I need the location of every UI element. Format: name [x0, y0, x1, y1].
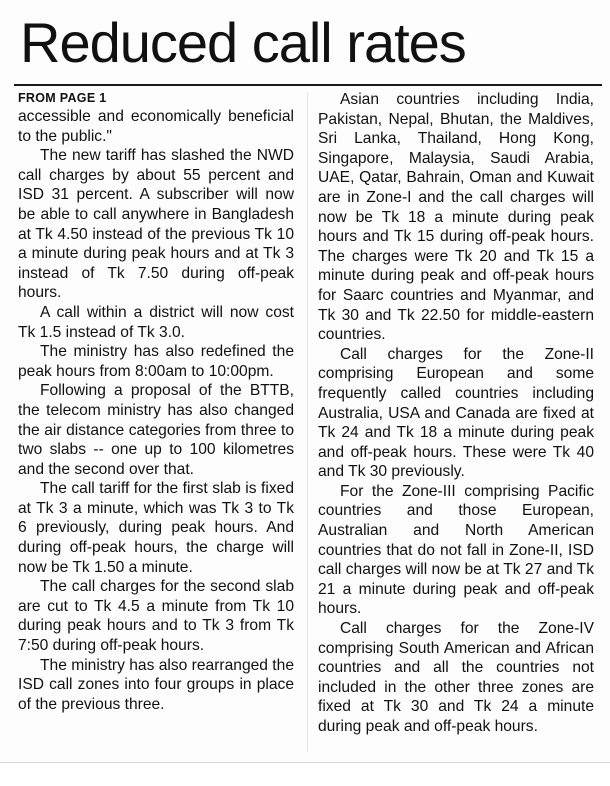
paragraph: The new tariff has slashed the NWD call charges by about 55 percent and ISD 31 percent. A subscriber will now be able to call anywhere in Bangladesh at Tk 4.50 instead of the previous Tk 10 a minute during peak hours and at Tk 3 instead of Tk 7.50 during off-peak hours.: [18, 147, 294, 302]
paragraph: Asian countries including India, Pakistan, Nepal, Bhutan, the Maldives, Sri Lanka, Thailand, Hong Kong, Singapore, Malaysia, Saudi Arabia, UAE, Qatar, Bahrain, Oman and Kuwait are in Zone-I and the call charges will now be Tk 18 a minute during peak hours and Tk 15 during off-peak hours. The charges were Tk 20 and Tk 15 a minute during peak and off-peak hours for Saarc countries and Myanmar, and Tk 30 and Tk 22.50 for middle-eastern countries.: [318, 91, 594, 344]
paragraph: Call charges for the Zone-II comprising European and some frequently called countries including Australia, USA and Canada are fixed at Tk 24 and Tk 18 a minute during peak and off-peak hours. These were Tk 40 and Tk 30 previously.: [318, 345, 594, 481]
paragraph: For the Zone-III comprising Pacific countries and those European, Australian and North American countries that do not fall in Zone-II, ISD call charges will now be at Tk 27 and Tk 21 a minute during peak and off-peak hours.: [318, 482, 594, 618]
paragraph: Following a proposal of the BTTB, the telecom ministry has also changed the air distance categories from three to two slabs -- one up to 100 kilometres and the second over that.: [18, 382, 294, 478]
paragraph: A call within a district will now cost Tk 1.5 instead of Tk 3.0.: [18, 303, 294, 341]
continued-from-label: FROM PAGE 1: [18, 91, 107, 105]
paragraph: The ministry has also rearranged the ISD call zones into four groups in place of the previous three.: [18, 656, 294, 713]
paragraph: Call charges for the Zone-IV comprising South American and African countries and all the countries not included in the other three zones are fixed at Tk 30 and Tk 24 a minute during peak and off-peak hours.: [318, 620, 594, 735]
right-column: [318, 90, 594, 737]
headline-rule: [14, 84, 602, 86]
paragraph: accessible and economically beneficial to the public.": [18, 108, 294, 145]
paragraph: The ministry has also redefined the peak hours from 8:00am to 10:00pm.: [18, 343, 294, 380]
column-divider: [307, 92, 308, 752]
paragraph: The call charges for the second slab are cut to Tk 4.5 a minute from Tk 10 during peak hours and to Tk 3 from Tk 7:50 during off-peak hours.: [18, 578, 294, 655]
left-column: [18, 90, 294, 714]
paragraph: The call tariff for the first slab is fixed at Tk 3 a minute, which was Tk 3 to Tk 6 previously, during peak hours. And during off-peak hours, the charge will now be Tk 1.50 a minute.: [18, 480, 294, 576]
headline: Reduced call rates: [20, 11, 466, 74]
